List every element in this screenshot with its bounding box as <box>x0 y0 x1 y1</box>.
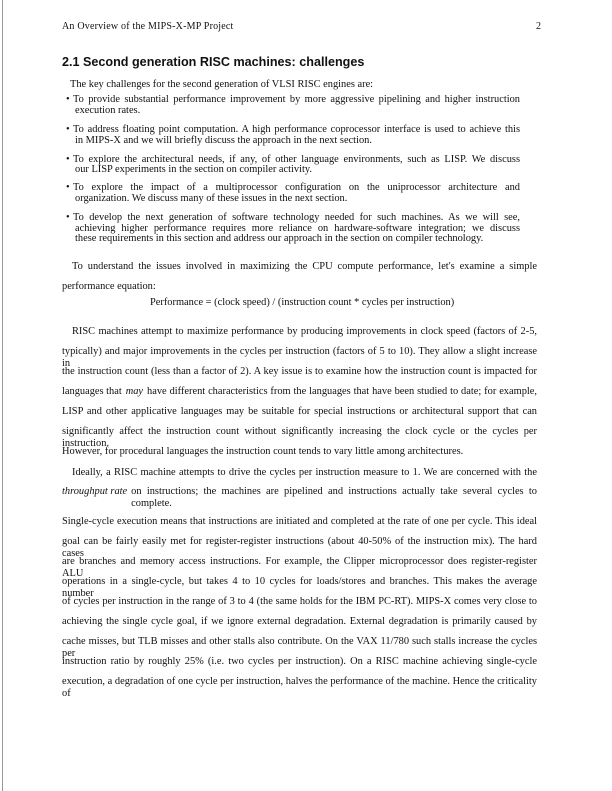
para2-line: the instruction count (less than a factor of 2). A key issue is to examine how the instruction count is impacted for <box>62 366 537 377</box>
bullet-icon: • <box>66 182 70 193</box>
bullet-icon: • <box>66 94 70 105</box>
bullet-item-line: achieving higher performance requires more reliance on hardware-software integration; we discuss <box>75 223 520 234</box>
para2-line <box>62 386 537 398</box>
bullet-item-line: To address floating point computation. A high performance coprocessor interface is used to achieve this <box>73 124 520 135</box>
para3-line: Single-cycle execution means that instructions are initiated and completed at the rate of one per cycle. This ideal <box>62 516 537 527</box>
text: on instructions; the machines are pipelined and instructions actually take several cycles to complete. <box>131 486 537 509</box>
intro-text: The key challenges for the second generation of VLSI RISC engines are: <box>70 79 374 90</box>
para2-line: However, for procedural languages the instruction count tends to vary little among architectures. <box>62 446 464 457</box>
bullet-icon: • <box>66 124 70 135</box>
page-number: 2 <box>536 21 542 32</box>
para2-line: LISP and other applicative languages may be suitable for special instructions or architectural support that can <box>62 406 537 417</box>
para3-line: are branches and memory access instructions. For example, the Clipper microprocessor does register-register ALU <box>62 556 537 579</box>
text: have different characteristics from the languages that have been studied to date; for example, <box>147 386 537 397</box>
para1-line: To understand the issues involved in maximizing the CPU compute performance, let's examine a simple <box>72 261 537 272</box>
para3-line: of cycles per instruction in the range of 3 to 4 (the same holds for the IBM PC-RT). MIPS-X comes very close to <box>62 596 537 607</box>
bullet-icon: • <box>66 154 70 165</box>
scan-edge-line <box>2 0 3 791</box>
section-heading: 2.1 Second generation RISC machines: challenges <box>62 55 365 69</box>
bullet-item-line: To explore the architectural needs, if any, of other language environments, such as LISP. We discuss <box>73 154 520 165</box>
bullet-item-line: execution rates. <box>75 105 141 116</box>
para2-line: typically) and major improvements in the cycles per instruction (factors of 5 to 10). They allow a slight increase in <box>62 346 537 369</box>
para2-line: RISC machines attempt to maximize performance by producing improvements in clock speed (factors of 2-5, <box>72 326 537 337</box>
bullet-item-line: these requirements in this section and address our approach in the section on compiler technology. <box>75 233 484 244</box>
para3-line <box>62 486 537 510</box>
performance-equation: Performance = (clock speed) / (instruction count * cycles per instruction) <box>150 297 455 308</box>
para3-line: cache misses, but TLB misses and other stalls also contribute. On the VAX 11/780 such stalls increase the cycles per <box>62 636 537 659</box>
para3-line: operations in a single-cycle, but takes 4 to 10 cycles for loads/stores and branches. This makes the average number <box>62 576 537 599</box>
bullet-item-line: To provide substantial performance improvement by more aggressive pipelining and higher instruction <box>73 94 520 105</box>
bullet-item-line: organization. We discuss many of these issues in the next section. <box>75 193 348 204</box>
para3-line: achieving the single cycle goal, if we ignore external degradation. External degradation is primarily caused by <box>62 616 537 627</box>
bullet-item-line: in MIPS-X and we will briefly discuss the approach in the next section. <box>75 135 372 146</box>
emphasis-text: may <box>125 386 144 397</box>
text: languages that <box>62 386 122 397</box>
para3-line: Ideally, a RISC machine attempts to drive the cycles per instruction measure to 1. We are concerned with the <box>72 467 537 478</box>
para3-line: instruction ratio by roughly 25% (i.e. two cycles per instruction). On a RISC machine achieving single-cycle <box>62 656 537 667</box>
running-header: An Overview of the MIPS-X-MP Project <box>62 21 234 32</box>
para2-line: significantly affect the instruction count without significantly increasing the clock cycle or the cycles per instruction. <box>62 426 537 449</box>
para3-line: execution, a degradation of one cycle per instruction, halves the performance of the machine. Hence the criticality of <box>62 676 537 699</box>
bullet-item-line: To explore the impact of a multiprocessor configuration on the uniprocessor architecture and <box>73 182 520 193</box>
bullet-item-line: our LISP experiments in the section on compiler activity. <box>75 164 313 175</box>
bullet-item-line: To develop the next generation of software technology needed for such machines. As we will see, <box>73 212 520 223</box>
para3-line: goal can be fairly easily met for register-register instructions (about 40-50% of the instruction mix). The hard cases <box>62 536 537 559</box>
bullet-icon: • <box>66 212 70 223</box>
emphasis-text: throughput rate <box>62 486 128 497</box>
para1-line: performance equation: <box>62 281 156 292</box>
